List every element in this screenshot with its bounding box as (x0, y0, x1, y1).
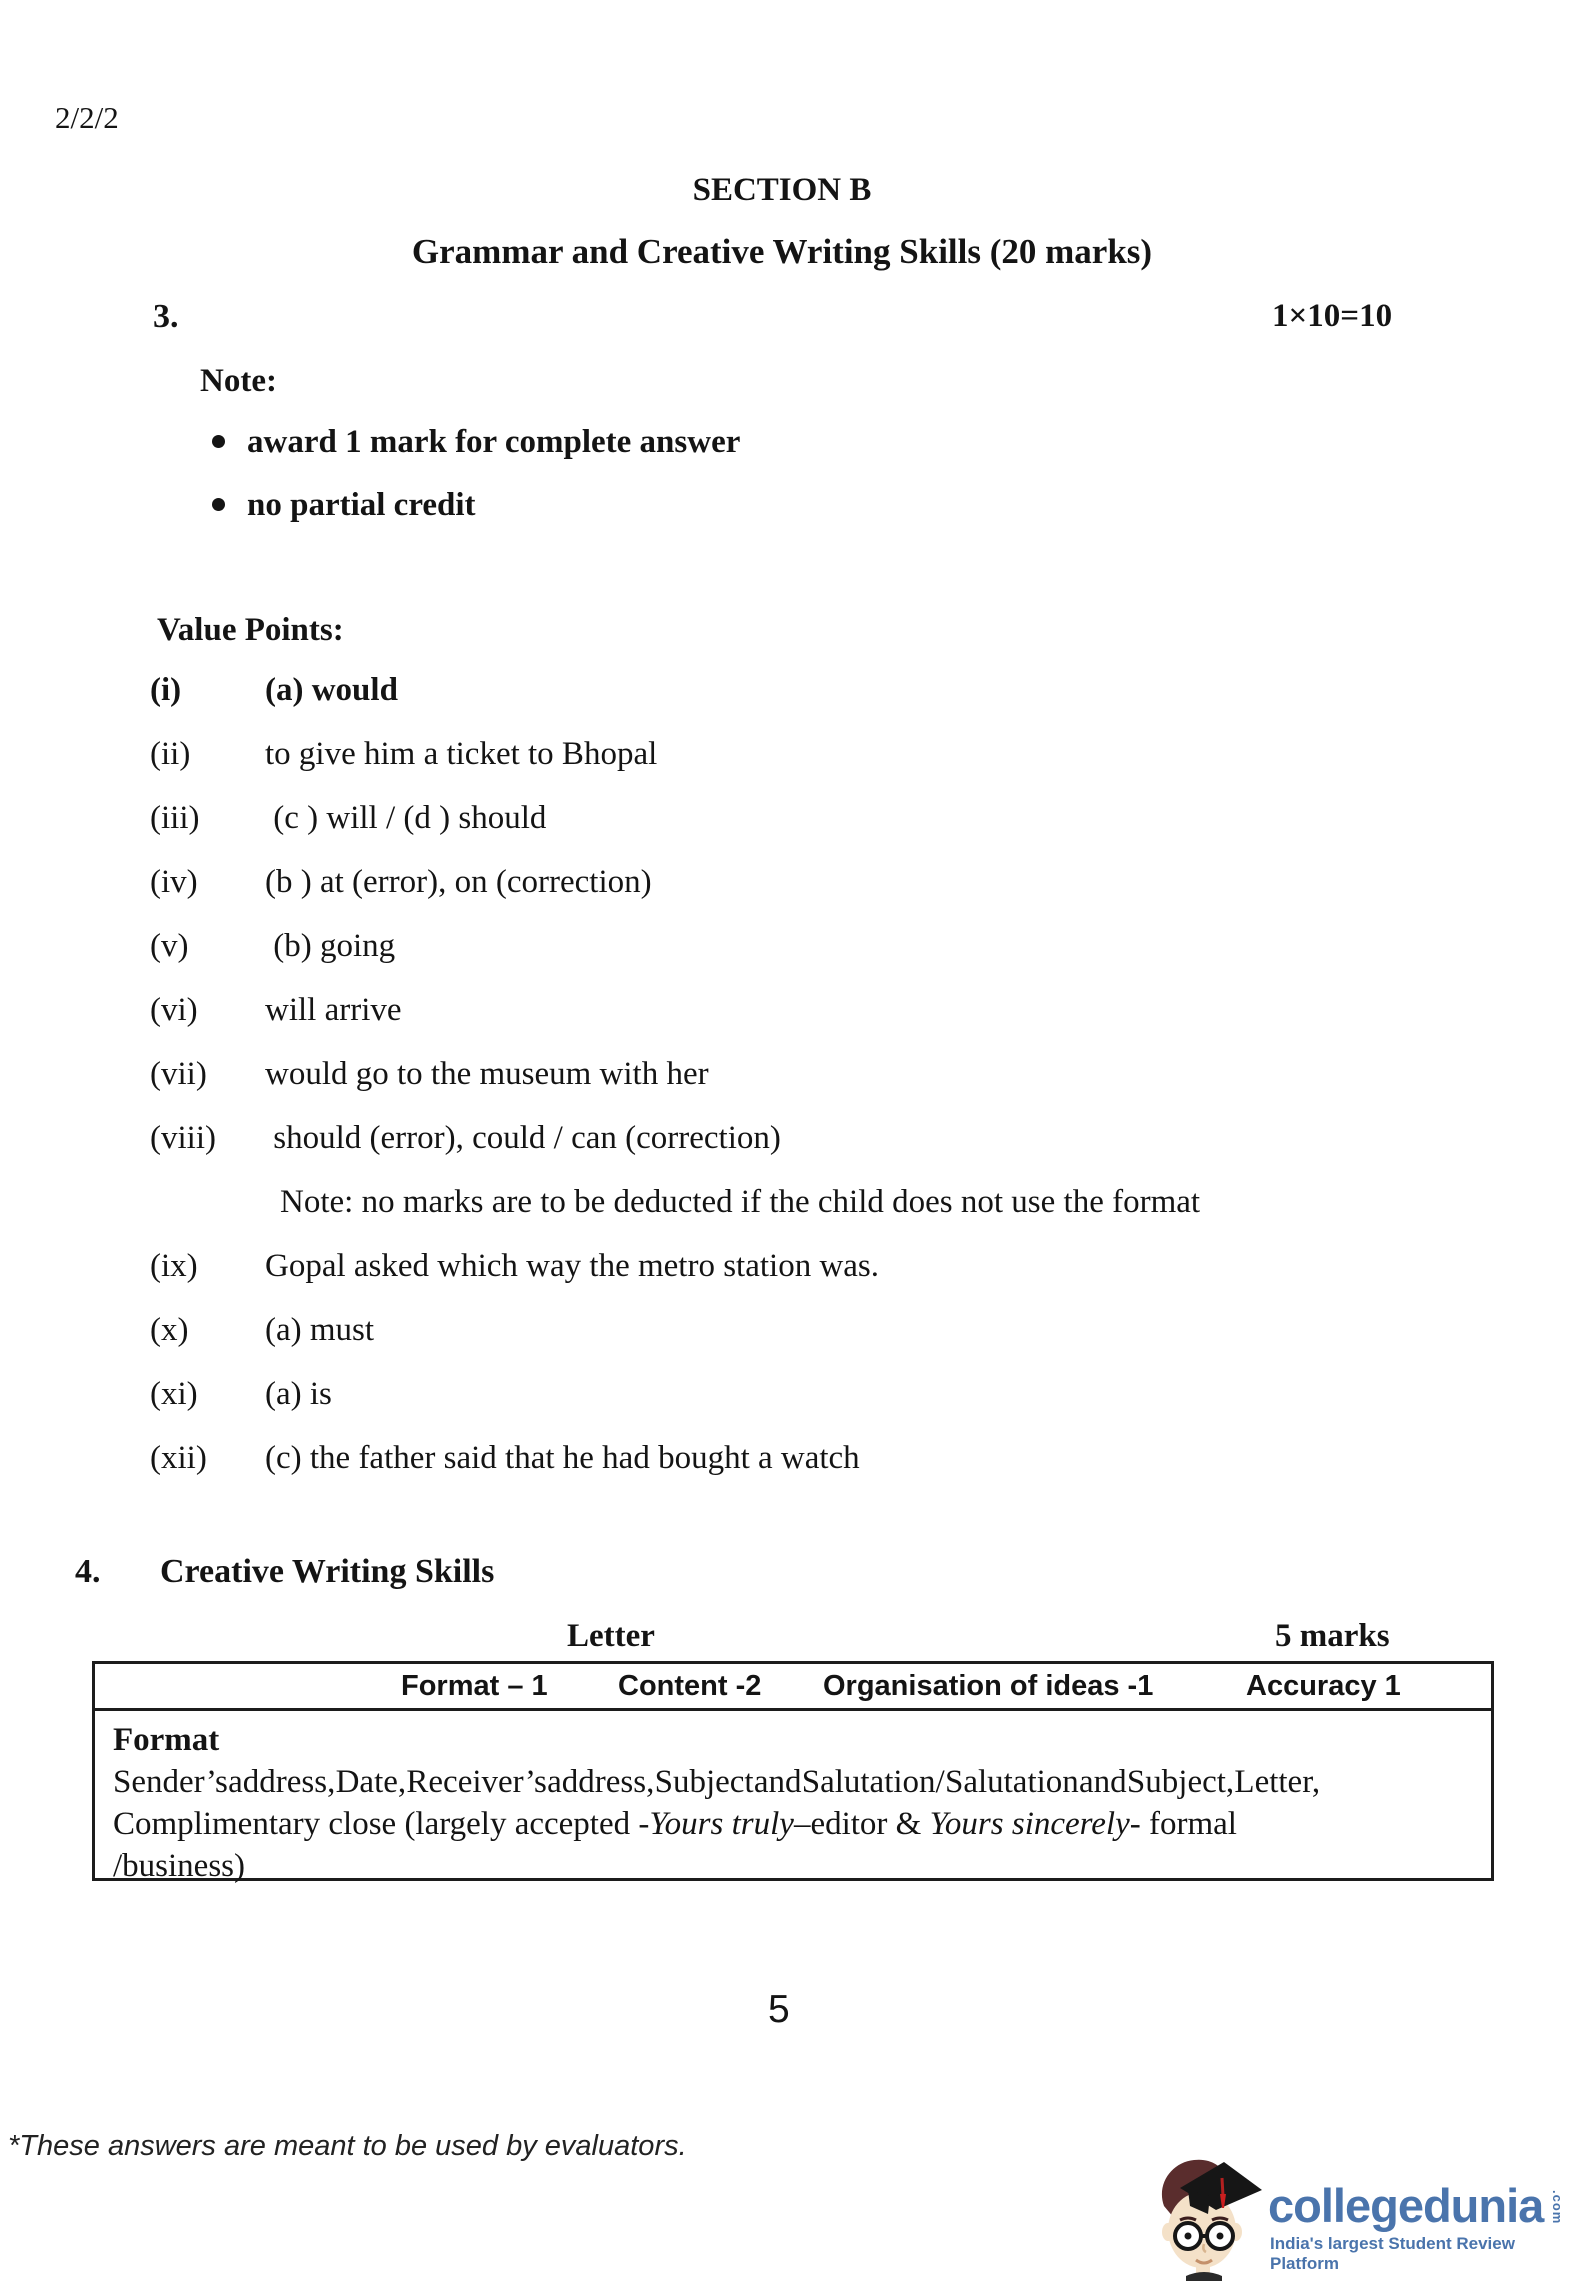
bullet-icon (212, 435, 225, 448)
list-item (0, 1248, 1500, 1312)
item-numeral: (iii) (150, 800, 200, 836)
question-3-number: 3. (153, 298, 179, 335)
list-item (0, 672, 1500, 736)
question-4-number: 4. (75, 1553, 101, 1590)
brand-tagline: India's largest Student Review Platform (1270, 2234, 1515, 2273)
item-text: would go to the museum with her (265, 1056, 709, 1092)
format-line-1: Sender’s address, Date, Receiver’s address, Subject and Salutation/ Salutation and Subject, Letter, (113, 1764, 1321, 1800)
criterion-organisation: Organisation of ideas -1 (823, 1670, 1154, 1702)
page-number: 5 (768, 1988, 790, 2031)
evaluator-note: *These answers are meant to be used by evaluators. (8, 2130, 687, 2162)
list-item (0, 736, 1500, 800)
criteria-header-row (95, 1664, 1491, 1711)
format-description (95, 1711, 1491, 1887)
item-numeral: (vii) (150, 1056, 207, 1092)
letter-marks: 5 marks (1275, 1618, 1390, 1654)
value-points-heading: Value Points: (157, 612, 344, 648)
criterion-accuracy: Accuracy 1 (1246, 1670, 1401, 1702)
item-text: to give him a ticket to Bhopal (265, 736, 658, 772)
item-text: (a) would (265, 672, 398, 708)
list-item (0, 1120, 1500, 1184)
list-item (0, 864, 1500, 928)
mascot-icon (1150, 2144, 1262, 2281)
item-text: (c) the father said that he had bought a watch (265, 1440, 860, 1476)
item-numeral: (ii) (150, 736, 191, 772)
list-item (0, 1376, 1500, 1440)
item-numeral: (v) (150, 928, 189, 964)
item-text: (b) going (265, 928, 396, 964)
item-numeral: (iv) (150, 864, 198, 900)
bullet-text: award 1 mark for complete answer (247, 424, 741, 460)
collegedunia-logo (1150, 2142, 1571, 2281)
question-4-title: Creative Writing Skills (160, 1553, 495, 1590)
value-points-list (0, 672, 1500, 1504)
list-item (0, 1056, 1500, 1120)
item-text: (b ) at (error), on (correction) (265, 864, 652, 900)
list-item (0, 992, 1500, 1056)
letter-marking-table (92, 1661, 1494, 1884)
question-3-marks: 1×10=10 (1272, 298, 1393, 334)
note-bullet-item (212, 487, 476, 527)
list-item (0, 800, 1500, 864)
item-text: (c ) will / (d ) should (265, 800, 547, 836)
item-numeral: (vi) (150, 992, 198, 1028)
item-text: should (error), could / can (correction) (265, 1120, 781, 1156)
note-bullet-item (212, 424, 740, 464)
item-numeral: (i) (150, 672, 182, 708)
format-line-2d: Yours sincerely (929, 1806, 1130, 1842)
note-label: Note: (200, 363, 277, 399)
format-line-2e: - formal (1129, 1806, 1237, 1842)
brand-domain-suffix: .com (1550, 2190, 1565, 2225)
list-item (0, 928, 1500, 992)
format-line-2a: Complimentary close (largely accepted - (113, 1806, 650, 1842)
format-title: Format (113, 1722, 220, 1758)
format-line-2b: Yours truly (649, 1806, 794, 1842)
item-text: will arrive (265, 992, 402, 1028)
item-numeral: (ix) (150, 1248, 198, 1284)
item-text: (a) is (265, 1376, 332, 1412)
list-item (0, 1312, 1500, 1376)
item-numeral: (viii) (150, 1120, 216, 1156)
item-text: (a) must (265, 1312, 375, 1348)
item-text: Gopal asked which way the metro station was. (265, 1248, 880, 1284)
format-note-line (0, 1184, 1500, 1248)
section-heading: SECTION B (692, 172, 872, 208)
format-line-2c: –editor & (793, 1806, 930, 1842)
document-code: 2/2/2 (55, 100, 119, 135)
section-subtitle: Grammar and Creative Writing Skills (20 marks) (411, 232, 1153, 271)
format-line-3: /business) (113, 1848, 245, 1884)
item-numeral: (x) (150, 1312, 189, 1348)
item-text: Note: no marks are to be deducted if the child does not use the format (280, 1184, 1201, 1220)
bullet-text: no partial credit (247, 487, 476, 523)
bullet-icon (212, 498, 225, 511)
item-numeral: (xii) (150, 1440, 207, 1476)
criterion-format: Format – 1 (401, 1670, 548, 1702)
item-numeral: (xi) (150, 1376, 198, 1412)
list-item (0, 1440, 1500, 1504)
brand-wordmark: collegedunia (1268, 2179, 1544, 2232)
letter-heading: Letter (567, 1618, 655, 1654)
format-line-2 (113, 1803, 1473, 1845)
criterion-content: Content -2 (618, 1670, 762, 1702)
